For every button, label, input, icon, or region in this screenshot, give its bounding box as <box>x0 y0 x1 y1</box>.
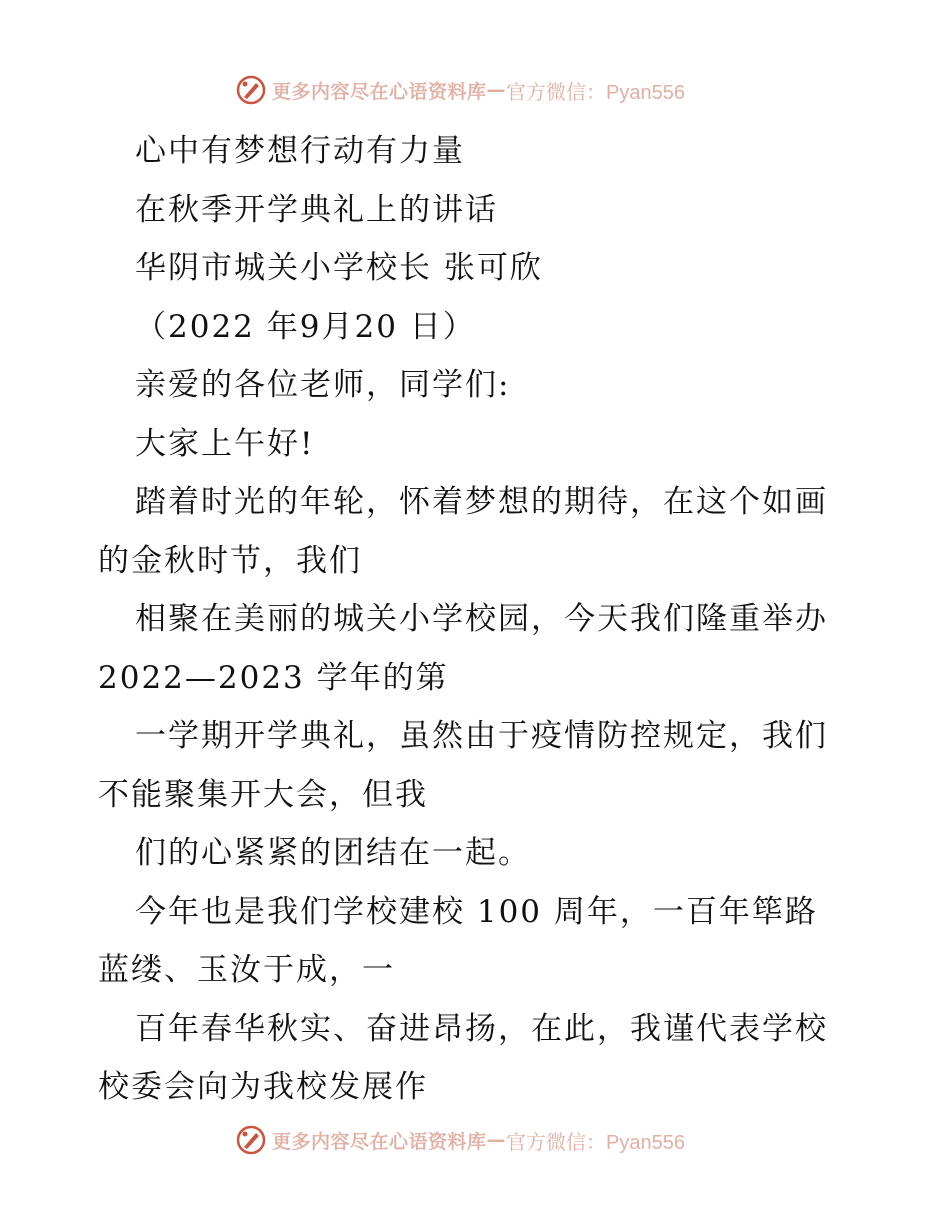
footer-watermark <box>236 1123 685 1157</box>
text-line: 2022—2023 学年的第 <box>98 659 449 696</box>
text-line: 华阴市城关小学校长 张可欣 <box>135 250 543 286</box>
text-line: （2022 年9月20 日） <box>135 308 476 345</box>
text-line: 百年春华秋实、奋进昂扬，在此，我谨代表学校 <box>135 1010 828 1047</box>
watermark-contact: 官方微信：Pyan556 <box>506 81 685 104</box>
quill-logo-icon <box>236 1125 266 1155</box>
text-line: 们的心紧紧的团结在一起。 <box>135 835 531 871</box>
text-line: 今年也是我们学校建校 100 周年，一百年筚路 <box>135 893 818 930</box>
text-line: 的金秋时节，我们 <box>98 542 362 579</box>
header-watermark <box>236 73 685 107</box>
watermark-text: 更多内容尽在心语资料库 <box>272 80 487 103</box>
text-line: 蓝缕、玉汝于成，一 <box>98 952 395 988</box>
text-line: 一学期开学典礼，虽然由于疫情防控规定，我们 <box>135 718 828 754</box>
document-body <box>98 122 858 1117</box>
watermark-dash: — <box>486 79 507 101</box>
text-line: 踏着时光的年轮，怀着梦想的期待，在这个如画 <box>135 484 828 520</box>
text-line: 亲爱的各位老师，同学们: <box>135 367 511 403</box>
text-line: 校委会向为我校发展作 <box>98 1069 428 1105</box>
watermark-dash: — <box>486 1129 507 1151</box>
quill-logo-icon <box>236 75 266 105</box>
text-line: 不能聚集开大会，但我 <box>98 776 428 813</box>
text-line: 大家上午好! <box>135 425 315 462</box>
text-line: 在秋季开学典礼上的讲话 <box>135 191 498 228</box>
watermark-text: 更多内容尽在心语资料库 <box>272 1130 487 1153</box>
text-line: 相聚在美丽的城关小学校园，今天我们隆重举办 <box>135 601 828 637</box>
watermark-contact: 官方微信：Pyan556 <box>506 1131 685 1154</box>
text-line: 心中有梦想行动有力量 <box>135 133 465 169</box>
